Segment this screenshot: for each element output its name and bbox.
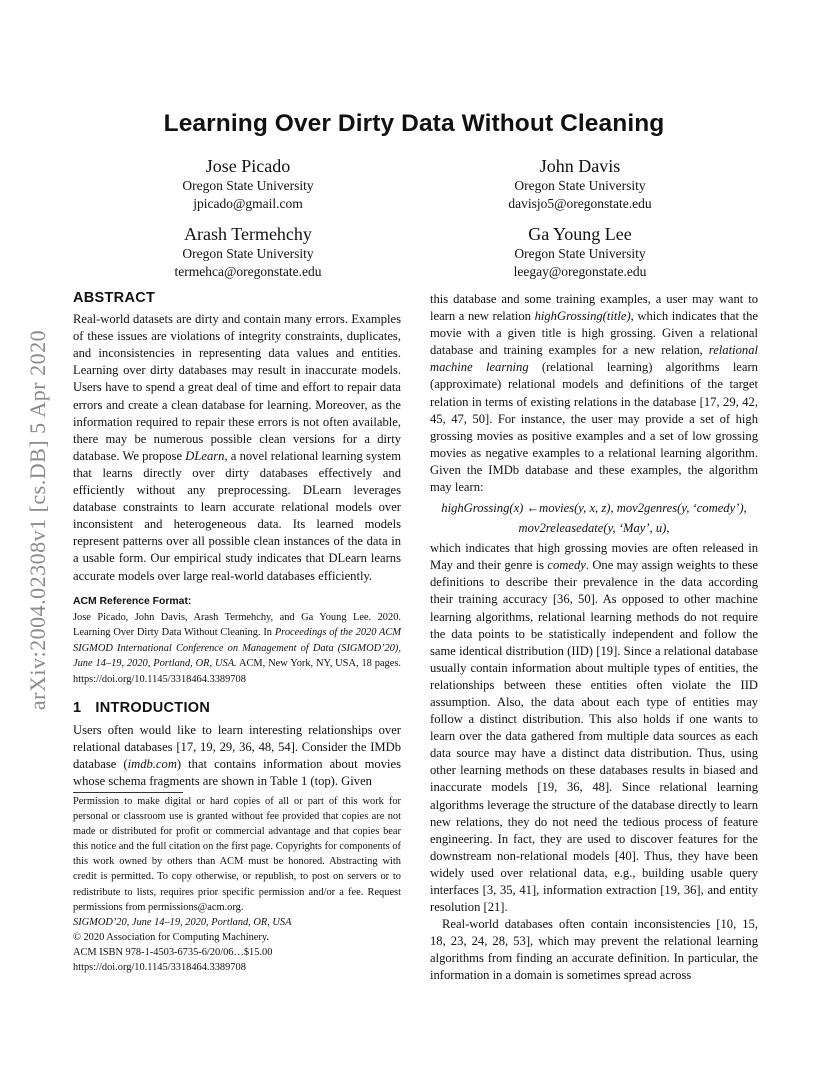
relation-name: highGrossing(title) [534,309,631,324]
intro-paragraph [73,722,401,790]
author-email: termehca@oregonstate.edu [174,264,322,279]
acm-reference-venue: Proceedings of the 2020 ACM SIGMOD International Conference on Management of Data (SIGMOD’20), June 14–19, 2020, Portland, OR, USA. [73,627,401,670]
author-email: davisjo5@oregonstate.edu [508,196,652,211]
copyright-line: © 2020 Association for Computing Machinery. [73,931,269,943]
author-affiliation: Oregon State University [182,246,314,261]
abstract-text-part: , a novel relational learning system that learns directly over dirty databases effectively and efficiently without any preprocessing. DLearn leverages database constraints to learn accurate relational models over inconsistent and heterogeneous data. Its learned models represent patterns over all possible clean instances of the data in a usable form. Our empirical study indicates that DLearn learns accurate models over large real-world databases efficiently. [73,448,401,583]
acm-reference-heading: ACM Reference Format: [73,595,192,607]
body-text-part: . One may assign weights to these definitions to describe their prevalence in the data according their training accuracy [36, 50]. As opposed to other machine learning algorithms, relational learning methods do not require the data points to be statistically independent and follow the same identical distribution (IID) [19]. Since a relational database usually contain information about multiple types of entities, the relationships between these entities often violate the IID assumption. Also, the data about each type of entities may follow a distinct distribution. This also holds if one wants to learn over the data gathered from multiple data sources as each data source may have a distinct data distribution. Thus, using other learning methods on these databases results in biased and inaccurate models [19, 36, 48]. Since relational learning algorithms leverage the structure of the database directly to learn new relations, they do not need the tedious process of feature engineering. In fact, they are used to discover features for the downstream non-relational models [40]. Thus, they have been widely used over relational data, e.g., building usable query interfaces [3, 35, 41], information extraction [19, 36], and entity resolution [21]. [430,558,758,915]
footnote-rule [73,792,183,793]
arxiv-identifier: arXiv:2004.02308v1 [cs.DB] 5 Apr 2020 [25,329,50,711]
doi-line: https://doi.org/10.1145/3318464.3389708 [73,962,246,974]
permission-text: Permission to make digital or hard copies of all or part of this work for personal or classroom use is granted without fee provided that copies are not made or distributed for profit or commercial advantage and that copies bear this notice and the full citation on the first page. Copyrights for components of this work owned by others than ACM must be honored. Abstracting with credit is permitted. To copy otherwise, or republish, to post on servers or to redistribute to lists, requires prior specific permission and/or a fee. Request permissions from permissions@acm.org. [73,796,401,913]
body-paragraph [430,540,758,916]
isbn-line: ACM ISBN 978-1-4503-6735-6/20/06…$15.00 [73,946,273,958]
body-paragraph: Real-world databases often contain inconsistencies [10, 15, 18, 23, 24, 28, 53], which may prevent the relational learning algorithms from finding an accurate definition. In particular, the information in a domain is sometimes spread across [430,917,758,983]
acm-reference-part: Jose Picado, John Davis, Arash Termehchy, and Ga Young Lee. 2020. Learning Over Dirty Data Without Cleaning. In [73,611,401,639]
abstract-heading: ABSTRACT [73,290,156,306]
author-affiliation: Oregon State University [182,178,314,193]
author-name: John Davis [539,156,621,176]
author-affiliation: Oregon State University [514,246,646,261]
equation-line-2: mov2releasedate(y, ‘May’, u), [518,521,670,536]
body-text-part: this database and some training examples, a user may want to learn a new relation [430,292,758,324]
abstract-text-part: Real-world datasets are dirty and contain many errors. Examples of these issues are violations of integrity constraints, duplicates, and inconsistencies in representing data values and entities. Learning over dirty databases may result in inaccurate models. Users have to spend a great deal of time and effort to repair data errors and create a clean database for learning. Moreover, as the information required to repair these errors is not often available, there may be numerous possible clean versions for a dirty database. We propose [73,312,401,463]
author-block [430,155,730,213]
author-email: jpicado@gmail.com [193,196,303,211]
section-number: 1 [73,699,82,716]
term-emphasis: relational machine learning [430,343,758,375]
author-block [98,223,398,281]
section-heading [73,700,401,717]
author-block [430,223,730,281]
section-title: INTRODUCTION [95,699,211,716]
body-text-part: (relational learning) algorithms learn (approximate) relational models and definitions of the target relation in terms of existing relations in the database [17, 29, 42, 45, 47, 50]. For instance, the user may provide a set of high grossing movies as positive examples and a set of low grossing movies as negative examples to a relational learning algorithm. Given the IMDb database and these examples, the algorithm may learn: [430,360,758,495]
abstract-text [73,311,401,585]
author-name: Arash Termehchy [184,224,312,244]
intro-text-part: ) that contains information about movies whose schema fragments are shown in Table 1 (top). Given [73,756,401,789]
arxiv-sidebar [14,290,62,750]
body-text-part: , which indicates that the movie with a given title is high grossing. Given a relational database and training examples for a new relation, [430,309,758,358]
body-text-part: which indicates that high grossing movies are often released in May and their genre is [430,541,758,573]
author-block [98,155,398,213]
acm-reference-text [73,610,401,688]
author-name: Jose Picado [205,156,291,176]
system-name: DLearn [185,448,225,463]
permission-footnote [73,794,401,975]
right-column [430,291,758,985]
conference-line: SIGMOD’20, June 14–19, 2020, Portland, OR, USA [73,916,292,928]
left-column [73,290,401,790]
imdb-link-text: imdb.com [127,756,177,771]
body-paragraph [430,291,758,496]
author-email: leegay@oregonstate.edu [513,264,647,279]
author-name: Ga Young Lee [528,224,632,244]
intro-text-part: Users often would like to learn interesting relationships over relational databases [17, 19, 29, 36, 48, 54]. Consider the IMDb database ( [73,722,401,771]
acm-reference-part: ACM, New York, NY, USA, 18 pages. https://doi.org/10.1145/3318464.3389708 [73,658,401,686]
equation-line-1: highGrossing(x) ←movies(y, x, z), mov2genres(y, ‘comedy’), [441,501,747,516]
author-affiliation: Oregon State University [514,178,646,193]
term-emphasis: comedy [547,558,586,573]
paper-title: Learning Over Dirty Data Without Cleaning [163,110,665,137]
